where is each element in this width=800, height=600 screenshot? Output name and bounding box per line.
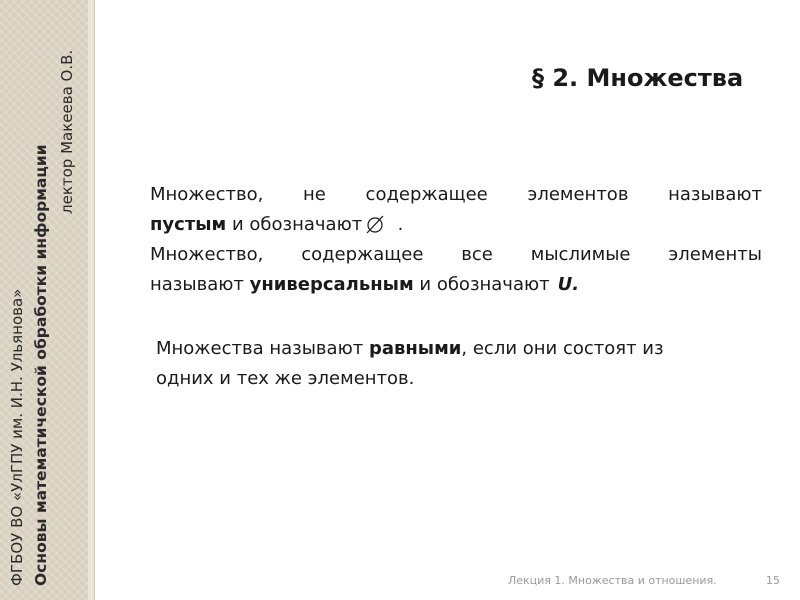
text: и обозначают xyxy=(413,274,550,295)
footer-lecture-title: Лекция 1. Множества и отношения. xyxy=(508,574,717,587)
word: Множество, xyxy=(150,184,264,205)
side-band-divider xyxy=(94,0,95,600)
para1-line1 xyxy=(150,180,762,210)
word: мыслимые xyxy=(530,244,631,265)
word: называют xyxy=(668,184,762,205)
word: Множество, xyxy=(150,244,264,265)
word: содержащее xyxy=(301,244,424,265)
word: элементы xyxy=(668,244,762,265)
sidebar-course-title: Основы математической обработки информации xyxy=(32,144,50,586)
term-equal: равными xyxy=(368,338,462,359)
universal-set-symbol: U. xyxy=(557,274,580,295)
para1-line4 xyxy=(150,270,762,300)
page-number: 15 xyxy=(766,574,780,587)
sidebar-institution: ФГБОУ ВО «УлГПУ им. И.Н. Ульянова» xyxy=(8,288,26,586)
para2-line1 xyxy=(156,334,776,364)
definition-empty-universal xyxy=(150,180,762,300)
text: , если они состоят из xyxy=(461,338,664,359)
slide-title: § 2. Множества xyxy=(532,64,744,92)
word: элементов xyxy=(527,184,629,205)
para1-line2 xyxy=(150,210,762,240)
text: называют xyxy=(150,274,250,295)
word: содержащее xyxy=(365,184,488,205)
text: и обозначают xyxy=(226,214,363,235)
term-empty: пустым xyxy=(150,214,227,235)
text: . xyxy=(386,214,404,235)
sidebar-lecturer: лектор Макеева О.В. xyxy=(58,49,76,214)
term-universal: универсальным xyxy=(249,274,414,295)
text: Множества называют xyxy=(156,338,369,359)
para1-line3 xyxy=(150,240,762,270)
definition-equal-sets xyxy=(156,334,776,394)
para2-line2: одних и тех же элементов. xyxy=(156,368,415,389)
word: не xyxy=(303,184,326,205)
word: все xyxy=(461,244,493,265)
empty-set-icon xyxy=(364,214,386,234)
